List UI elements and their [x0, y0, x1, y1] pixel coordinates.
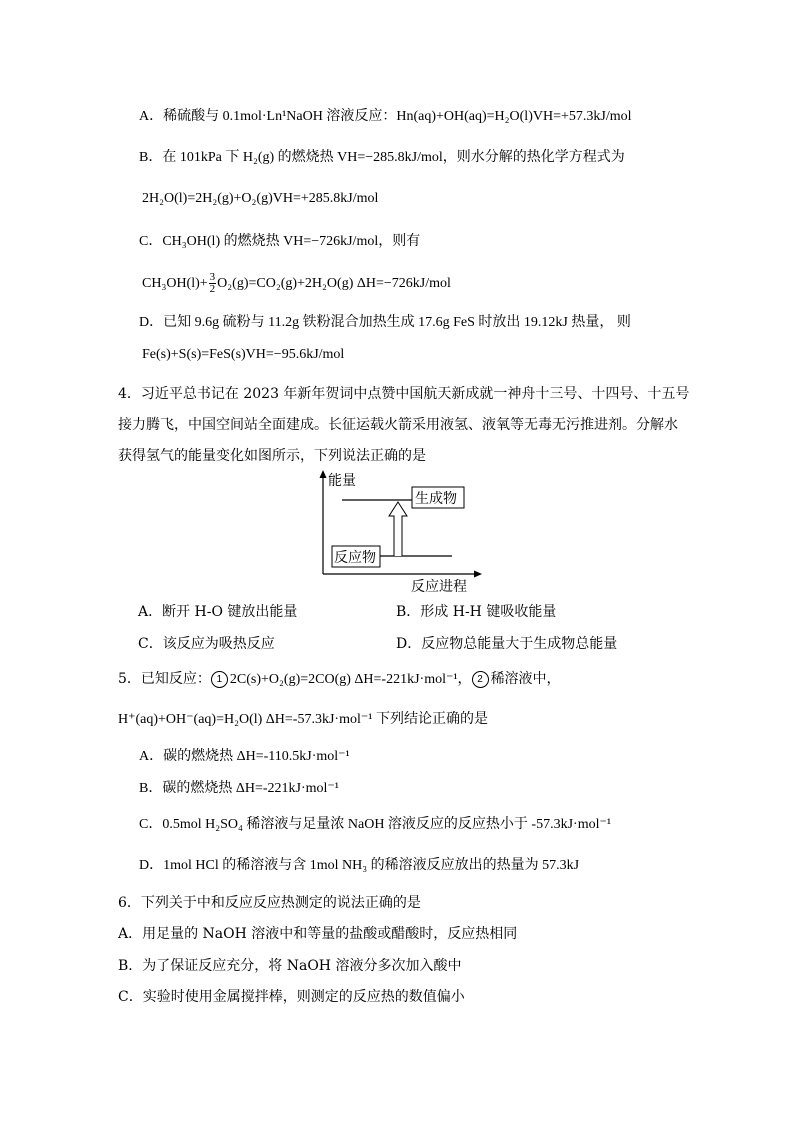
q3-option-a: A．稀硫酸与 0.1mol·Ln¹NaOH 溶液反应：Hn(aq)+OH(aq)=H₂O(l)VH=+57.3kJ/mol	[139, 109, 632, 124]
q3-option-c-eq-part1: CH₃OH(l)+	[142, 276, 208, 291]
circled-number-2: 2	[472, 671, 489, 688]
q5-stem-line1	[118, 669, 561, 690]
q5-option-d: D．1mol HCl 的稀溶液与含 1mol NH₃ 的稀溶液反应放出的热量为 57.3kJ	[139, 858, 580, 873]
q3-option-d-line1: D．已知 9.6g 硫粉与 11.2g 铁粉混合加热生成 17.6g FeS 时放出 19.12kJ 热量， 则	[139, 315, 631, 330]
energy-diagram	[300, 466, 490, 596]
q3-option-d-line2: Fe(s)+S(s)=FeS(s)VH=−95.6kJ/mol	[142, 347, 345, 362]
q5-reaction-1: 2C(s)+O₂(g)=2CO(g) ΔH=-221kJ·mol⁻¹，	[229, 672, 472, 687]
product-label: 生成物	[415, 491, 457, 507]
q6-option-c: C．实验时使用金属搅拌棒，则测定的反应热的数值偏小	[118, 989, 465, 1005]
circled-number-1: 1	[211, 671, 228, 688]
q4-option-b: B．形成 H-H 键吸收能量	[396, 604, 557, 620]
q4-option-d: D．反应物总能量大于生成物总能量	[396, 636, 618, 652]
x-axis-label: 反应进程	[411, 579, 467, 595]
q6-option-b: B．为了保证反应充分，将 NaOH 溶液分多次加入酸中	[118, 958, 462, 974]
q3-option-c-eq-part2: O₂(g)=CO₂(g)+2H₂O(g) ΔH=−726kJ/mol	[217, 276, 451, 291]
y-axis-arrow	[320, 470, 327, 478]
fraction-numerator: 3	[209, 271, 216, 284]
q6-option-a: A．用足量的 NaOH 溶液中和等量的盐酸或醋酸时，反应热相同	[118, 926, 518, 942]
fraction-denominator: 2	[209, 283, 216, 296]
energy-up-arrow	[389, 502, 407, 556]
q5-option-b: B．碳的燃烧热 ΔH=-221kJ·mol⁻¹	[139, 781, 339, 796]
fraction	[209, 272, 217, 295]
q3-option-b-line2: 2H₂O(l)=2H₂(g)+O₂(g)VH=+285.8kJ/mol	[142, 191, 379, 206]
q3-option-b-line1: B．在 101kPa 下 H₂(g) 的燃烧热 VH=−285.8kJ/mol，则水分解的热化学方程式为	[139, 150, 625, 165]
q5-stem-suffix: 稀溶液中，	[490, 671, 561, 687]
q5-stem-prefix: 5．已知反应：	[118, 671, 211, 687]
q5-stem-line2: H⁺(aq)+OH⁻(aq)=H₂O(l) ΔH=-57.3kJ·mol⁻¹ 下列结论正确的是	[118, 712, 488, 727]
y-axis-label: 能量	[328, 473, 356, 489]
q4-stem-line1: 4．习近平总书记在 2023 年新年贺词中点赞中国航天新成就一神舟十三号、十四号、十五号	[118, 386, 690, 402]
q3-option-c-line2	[142, 272, 451, 296]
q4-stem-line3: 获得氢气的能量变化如图所示，下列说法正确的是	[118, 448, 426, 464]
q4-stem-line2: 接力腾飞，中国空间站全面建成。长征运载火箭采用液氢、液氧等无毒无污推进剂。分解水	[118, 417, 678, 433]
q3-option-c-line1: C．CH₃OH(l) 的燃烧热 VH=−726kJ/mol，则有	[139, 234, 421, 249]
q4-option-c: C．该反应为吸热反应	[138, 636, 275, 652]
q6-stem: 6．下列关于中和反应反应热测定的说法正确的是	[118, 895, 421, 911]
q5-option-c: C．0.5mol H₂SO₄ 稀溶液与足量浓 NaOH 溶液反应的反应热小于 -57.3kJ·mol⁻¹	[139, 817, 612, 832]
q5-option-a: A．碳的燃烧热 ΔH=-110.5kJ·mol⁻¹	[139, 749, 350, 764]
x-axis-arrow	[474, 571, 482, 578]
reactant-label: 反应物	[334, 550, 376, 566]
q4-option-a: A．断开 H-O 键放出能量	[138, 604, 298, 620]
